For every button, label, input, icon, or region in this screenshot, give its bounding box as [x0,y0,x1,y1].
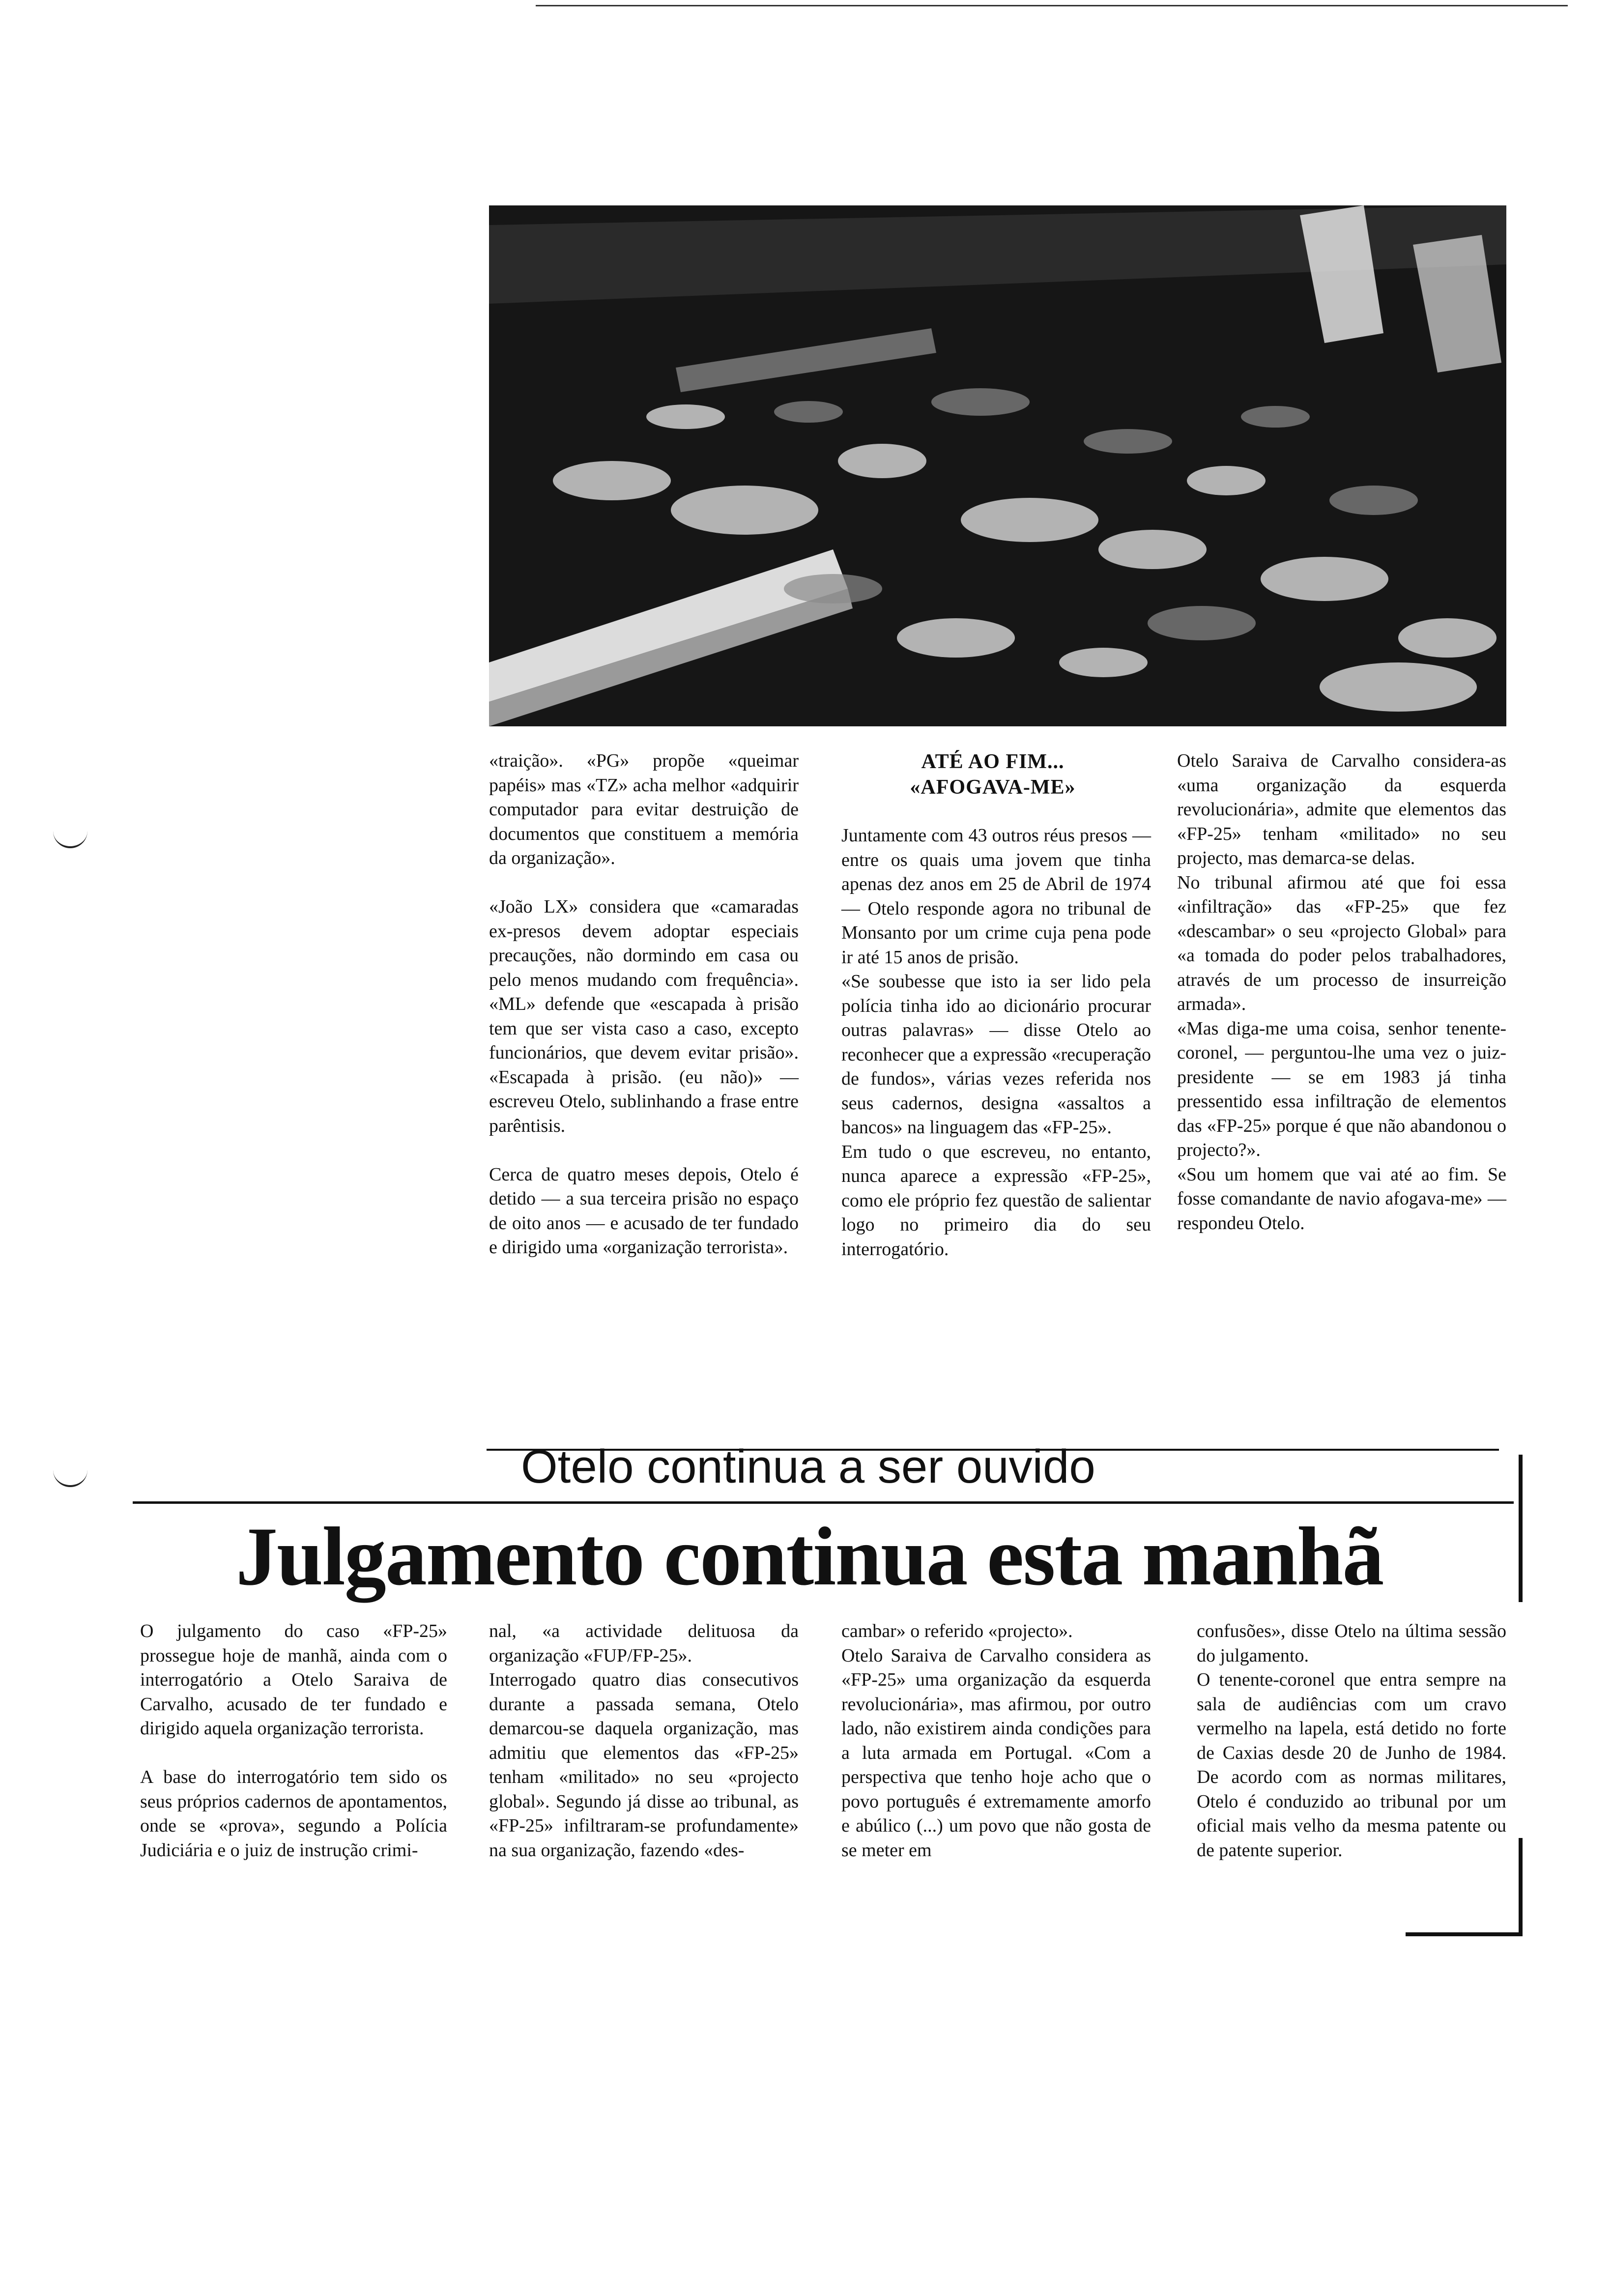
punch-hole-mark-top [53,831,87,848]
top-column-3: Otelo Saraiva de Carvalho considera-as «uma organização da esquerda revolucionária», admite que elementos das «FP-25» tenham «militado» no seu projecto, mas demarca-se delas. No tribunal afirmou até que foi essa «infiltração» das «FP-25» que fez «descambar» o seu «projecto Global» para «a tomada do poder pelos trabalhadores, através de um processo de insurreição armada». «Mas diga-me uma coisa, senhor tenente-coronel, — perguntou-lhe uma vez o juiz-presidente — se em 1983 já tinha pressentido essa infiltração de elementos das «FP-25» porque é que não abandonou o projecto?». «Sou um homem que vai até ao fim. Se fosse comandante de navio afogava-me» — respondeu Otelo. [1177,750,1506,1234]
frame-bar-bottom [1519,1838,1523,1936]
news-photo [489,205,1506,726]
headline: Julgamento continua esta manhã [236,1510,1383,1603]
kicker: Otelo continua a ser ouvido [521,1440,1095,1493]
frame-bar-top [1519,1455,1523,1602]
punch-hole-mark-bottom [53,1469,87,1487]
top-column-1: «traição». «PG» propõe «queimar papéis» mas «TZ» acha melhor «adquirir computador para evitar destruição de documentos que constituem a memória da organização». «João LX» considera que «camaradas ex-presos devem adoptar especiais precauções, não dormindo em casa ou pelo menos mudando com frequência». «ML» defende que «escapada à prisão tem que ser vista caso a caso, excepto funcionários, que devem evitar prisão». «Escapada à prisão. (eu não)» — escreveu Otelo, sublinhando a frase entre parêntisis. Cerca de quatro meses depois, Otelo é detido — a sua terceira prisão no espaço de oito anos — e acusado de ter fundado e dirigido uma «organização terrorista». [489,750,799,1258]
bottom-column-1: O julgamento do caso «FP-25» prossegue hoje de manhã, ainda com o interrogatório a Otelo Saraiva de Carvalho, acusado de ter fundado e dirigido aquela organização terrorista. A base do interrogatório tem sido os seus próprios cadernos de apontamentos, onde se «prova», segundo a Polícia Judiciária e o juiz de instrução crimi- [140,1621,447,1861]
top-rule [536,5,1568,6]
bottom-column-2: nal, «a actividade delituosa da organização «FUP/FP-25». Interrogado quatro dias consecutivos durante a passada semana, Otelo demarcou-se daquela organização, mas admitiu que elementos das «FP-25» tenham «militado» no seu «projecto global». Segundo já disse ao tribunal, as «FP-25» infiltraram-se profundamente» na sua organização, fazendo «des- [489,1621,799,1861]
top-subheading: ATÉ AO FIM... «AFOGAVA-ME» [910,750,1076,799]
top-column-2: Juntamente com 43 outros réus presos — entre os quais uma jovem que tinha apenas dez anos em 25 de Abril de 1974 — Otelo responde agora no tribunal de Monsanto por um crime cuja pena pode ir até 15 anos de prisão. «Se soubesse que isto ia ser lido pela polícia tinha ido ao dicionário procurar outras palavras» — disse Otelo ao reconhecer que a expressão «recuperação de fundos», várias vezes referida nos seus cadernos, designa «assaltos a bancos» na linguagem das «FP-25». Em tudo o que escreveu, no entanto, nunca aparece a expressão «FP-25», como ele próprio fez questão de salientar logo no primeiro dia do seu interrogatório. [841,825,1151,1260]
headline-rule [133,1501,1514,1504]
frame-hook [1406,1932,1519,1936]
photo-image [489,205,1506,726]
bottom-column-4: confusões», disse Otelo na última sessão do julgamento. O tenente-coronel que entra sempre na sala de audiências com um cravo vermelho na lapela, está detido no forte de Caxias desde 20 de Junho de 1984. De acordo com as normas militares, Otelo é conduzido ao tribunal por um oficial mais velho da mesma patente ou de patente superior. [1197,1621,1506,1861]
bottom-column-3: cambar» o referido «projecto». Otelo Saraiva de Carvalho considera as «FP-25» uma organização da esquerda revolucionária», mas afirmou, por outro lado, não existirem ainda condições para a luta armada em Portugal. «Com a perspectiva que tenho hoje acho que o povo português é extremamente amorfo e abúlico (...) um povo que não gosta de se meter em [841,1621,1151,1861]
